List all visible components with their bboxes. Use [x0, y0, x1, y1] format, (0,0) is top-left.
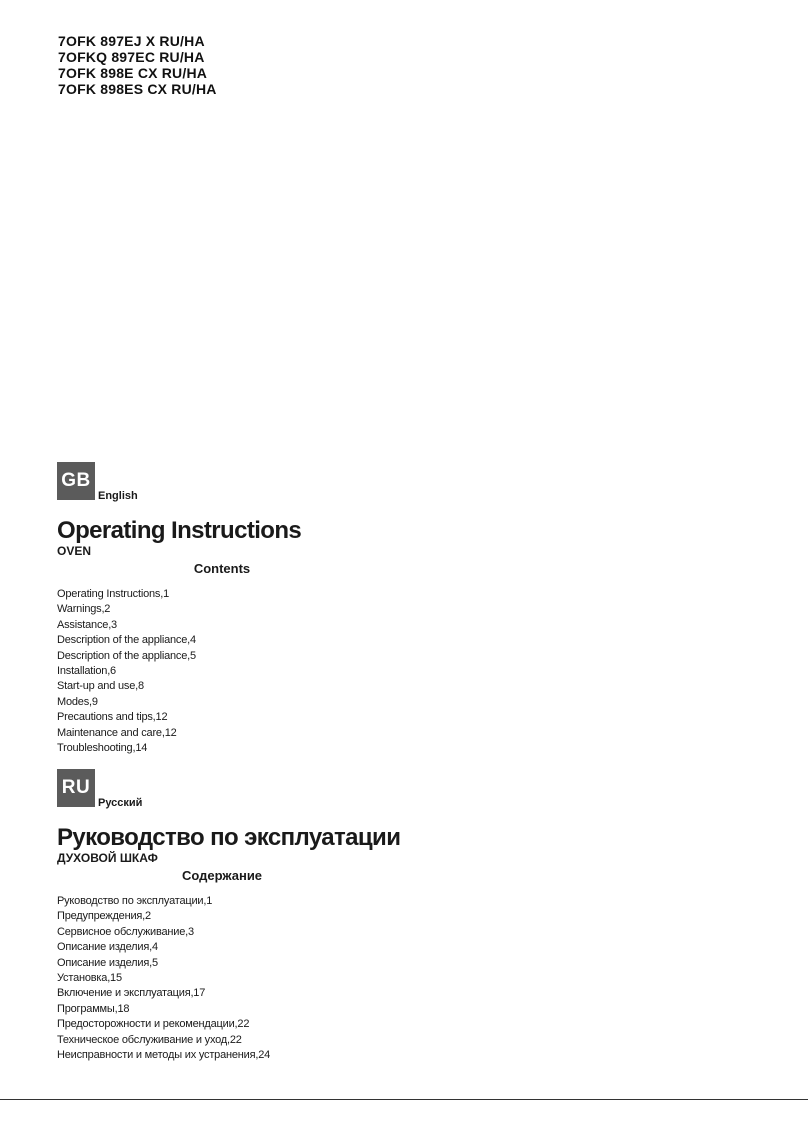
toc-item: Техническое обслуживание и уход,22 [57, 1033, 242, 1046]
contents-heading: Содержание [181, 868, 263, 883]
contents-heading: Contents [193, 561, 251, 576]
toc-item: Description of the appliance,5 [57, 649, 196, 662]
language-header [57, 767, 457, 807]
model-number: 7OFK 898ES CX RU/HA [58, 81, 217, 97]
toc-item: Предупреждения,2 [57, 910, 151, 923]
toc-item: Operating Instructions,1 [57, 588, 169, 600]
toc-item: Assistance,3 [57, 618, 117, 631]
toc-item: Precautions and tips,12 [57, 711, 168, 724]
section-english [57, 460, 457, 756]
toc-item: Installation,6 [57, 665, 116, 678]
document-subtitle: OVEN [57, 544, 92, 558]
language-header [57, 460, 457, 500]
table-of-contents [57, 587, 457, 756]
document-title: Руководство по эксплуатации [57, 824, 401, 851]
table-of-contents [57, 894, 457, 1063]
toc-item: Руководство по эксплуатации,1 [57, 895, 213, 907]
language-name: Русский [98, 797, 143, 809]
model-number: 7OFK 897EJ X RU/HA [58, 33, 205, 49]
toc-item: Программы,18 [57, 1002, 130, 1015]
model-number: 7OFKQ 897EC RU/HA [58, 49, 205, 65]
toc-item: Сервисное обслуживание,3 [57, 925, 194, 938]
section-russian [57, 767, 457, 1063]
toc-item: Description of the appliance,4 [57, 634, 196, 647]
model-list [58, 33, 217, 97]
toc-item: Предосторожности и рекомендации,22 [57, 1018, 250, 1031]
document-title: Operating Instructions [57, 517, 302, 544]
language-badge-ru: RU [57, 769, 95, 807]
toc-item: Включение и эксплуатация,17 [57, 987, 206, 1000]
footer-divider [0, 1099, 808, 1100]
language-badge-gb: GB [57, 462, 95, 500]
toc-item: Установка,15 [57, 972, 122, 985]
model-number: 7OFK 898E CX RU/HA [58, 65, 208, 81]
language-name: English [98, 490, 138, 502]
toc-item: Неисправности и методы их устранения,24 [57, 1049, 271, 1062]
toc-item: Maintenance and care,12 [57, 726, 177, 739]
toc-item: Описание изделия,4 [57, 941, 158, 954]
toc-item: Start-up and use,8 [57, 680, 144, 693]
toc-item: Описание изделия,5 [57, 956, 158, 969]
document-subtitle: ДУХОВОЙ ШКАФ [57, 851, 158, 865]
toc-item: Troubleshooting,14 [57, 742, 148, 755]
toc-item: Warnings,2 [57, 603, 111, 616]
toc-item: Modes,9 [57, 695, 98, 708]
